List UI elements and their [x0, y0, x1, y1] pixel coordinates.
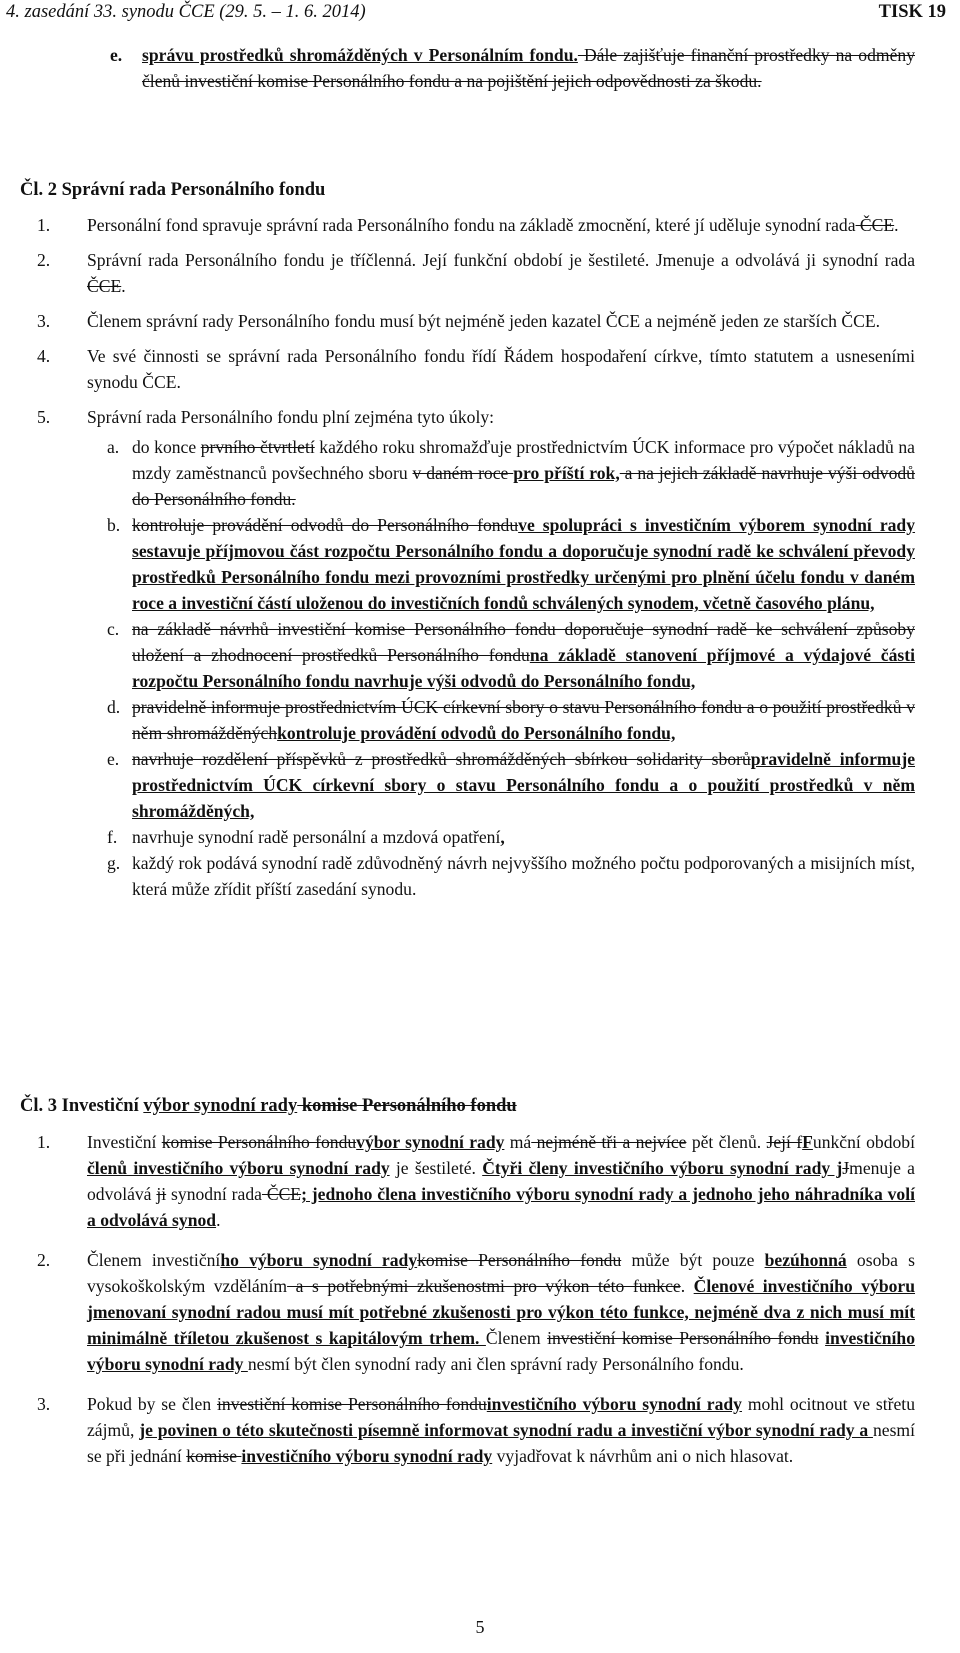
- cl3-paragraphs: [0, 1129, 960, 1478]
- list-item: 3. Členem správní rady Personálního fondu musí být nejméně jeden kazatel ČCE a nejméně jeden ze starších ČCE.: [37, 311, 880, 331]
- header-session-info: 4. zasedání 33. synodu ČCE (29. 5. – 1. 6. 2014): [6, 2, 366, 22]
- list-item: 1. Investiční komise Personálního fonduvýbor synodní rady má nejméně tři a nejvíce pět členů. Její fFunkční období členů investičního výboru synodní rady je šestileté. Čtyři členy investičního výboru synodní rady jJmenuje a odvolává ji synodní rada ČCE; jednoho člena investičního výboru synodní rady a jednoho jeho náhradníka volí a odvolává synod.: [37, 1132, 916, 1230]
- list-item: 4. Ve své činnosti se správní rada Personálního fondu řídí Řádem hospodaření církve, tímto statutem a usneseními synodu ČCE.: [37, 346, 915, 392]
- sub-item-a: a. do konce prvního čtvrtletí každého roku shromažďuje prostřednictvím ÚCK informace pro výpočet nákladů na mzdy zaměstnanců povšechného sboru v daném roce pro příští rok, a na jejich základě navrhuje výši odvodů do Personálního fondu.: [107, 437, 915, 509]
- item-e-block: [0, 42, 960, 94]
- list-item: 5. Správní rada Personálního fondu plní zejména tyto úkoly:: [37, 407, 495, 427]
- sub-item-g: g. každý rok podává synodní radě zdůvodněný návrh nejvyššího možného počtu podporovaných a misijních míst, která může zřídit příští zasedání synodu.: [107, 853, 915, 899]
- page-number: 5: [475, 1617, 485, 1637]
- list-item: 1. Personální fond spravuje správní rada Personálního fondu na základě zmocnění, které jí uděluje synodní rada ČCE.: [37, 215, 899, 235]
- list-item: 3. Pokud by se člen investiční komise Personálního fonduinvestičního výboru synodní rady mohl ocitnout ve střetu zájmů, je povinen o této skutečnosti písemně informovat synodní radu a investiční výbor synodní rady a nesmí se při jednání komise investičního výboru synodní rady vyjadřovat k návrhům ani o nich hlasovat.: [37, 1394, 915, 1466]
- page-header: [6, 2, 946, 30]
- sub-item-b: b. kontroluje provádění odvodů do Personálního fonduve spolupráci s investičním výborem synodní rady sestavuje příjmovou část rozpočtu Personálního fondu a doporučuje synodní radě ke schválení převody prostředků Personálního fondu mezi provozními prostředky určenými pro plnění účelu fondu v daném roce a investiční částí uloženou do investičních fondů schválených synodem, včetně časového plánu,: [107, 515, 916, 613]
- cl2-paragraphs: [0, 212, 960, 902]
- sub-item-c: c. na základě návrhů investiční komise Personálního fondu doporučuje synodní radě ke schválení způsoby uložení a zhodnocení prostředků Personálního fonduna základě stanovení příjmové a výdajové části rozpočtu Personálního fondu navrhuje výši odvodů do Personálního fondu,: [107, 619, 916, 691]
- list-item: 2. Správní rada Personálního fondu je tříčlenná. Její funkční období je šestileté. Jmenuje a odvolává ji synodní rada ČCE.: [37, 250, 915, 296]
- sub-item-f: f. navrhuje synodní radě personální a mzdová opatření,: [107, 827, 505, 847]
- header-print-number: TISK 19: [878, 2, 946, 22]
- section-heading-cl2: Čl. 2 Správní rada Personálního fondu: [20, 180, 326, 200]
- list-item: 2. Členem investičního výboru synodní radykomise Personálního fondu může být pouze bezúhonná osoba s vysokoškolským vzděláním a s potřebnými zkušenostmi pro výkon této funkce. Členové investičního výboru jmenovaní synodní radou musí mít potřebné zkušenosti pro výkon této funkce, nejméně dva z nich musí mít minimálně tříletou zkušenost s kapitálovým trhem. Členem investiční komise Personálního fondu investičního výboru synodní rady nesmí být člen synodní rady ani člen správní rady Personálního fondu.: [37, 1250, 916, 1374]
- section-heading-cl3: Čl. 3 Investiční výbor synodní rady komise Personálního fondu: [20, 1096, 517, 1116]
- list-item: e. správu prostředků shromážděných v Personálním fondu. Dále zajišťuje finanční prostředky na odměny členů investiční komise Personálního fondu a na pojištění jejich odpovědnosti za škodu.: [110, 45, 915, 91]
- sub-item-d: d. pravidelně informuje prostřednictvím ÚCK církevní sbory o stavu Personálního fondu a o použití prostředků v něm shromážděnýchkontroluje provádění odvodů do Personálního fondu,: [107, 697, 915, 743]
- sub-item-e: e. navrhuje rozdělení příspěvků z prostředků shromážděných sbírkou solidarity sborůpravidelně informuje prostřednictvím ÚCK církevní sbory o stavu Personálního fondu a o použití prostředků v něm shromážděných,: [107, 749, 916, 821]
